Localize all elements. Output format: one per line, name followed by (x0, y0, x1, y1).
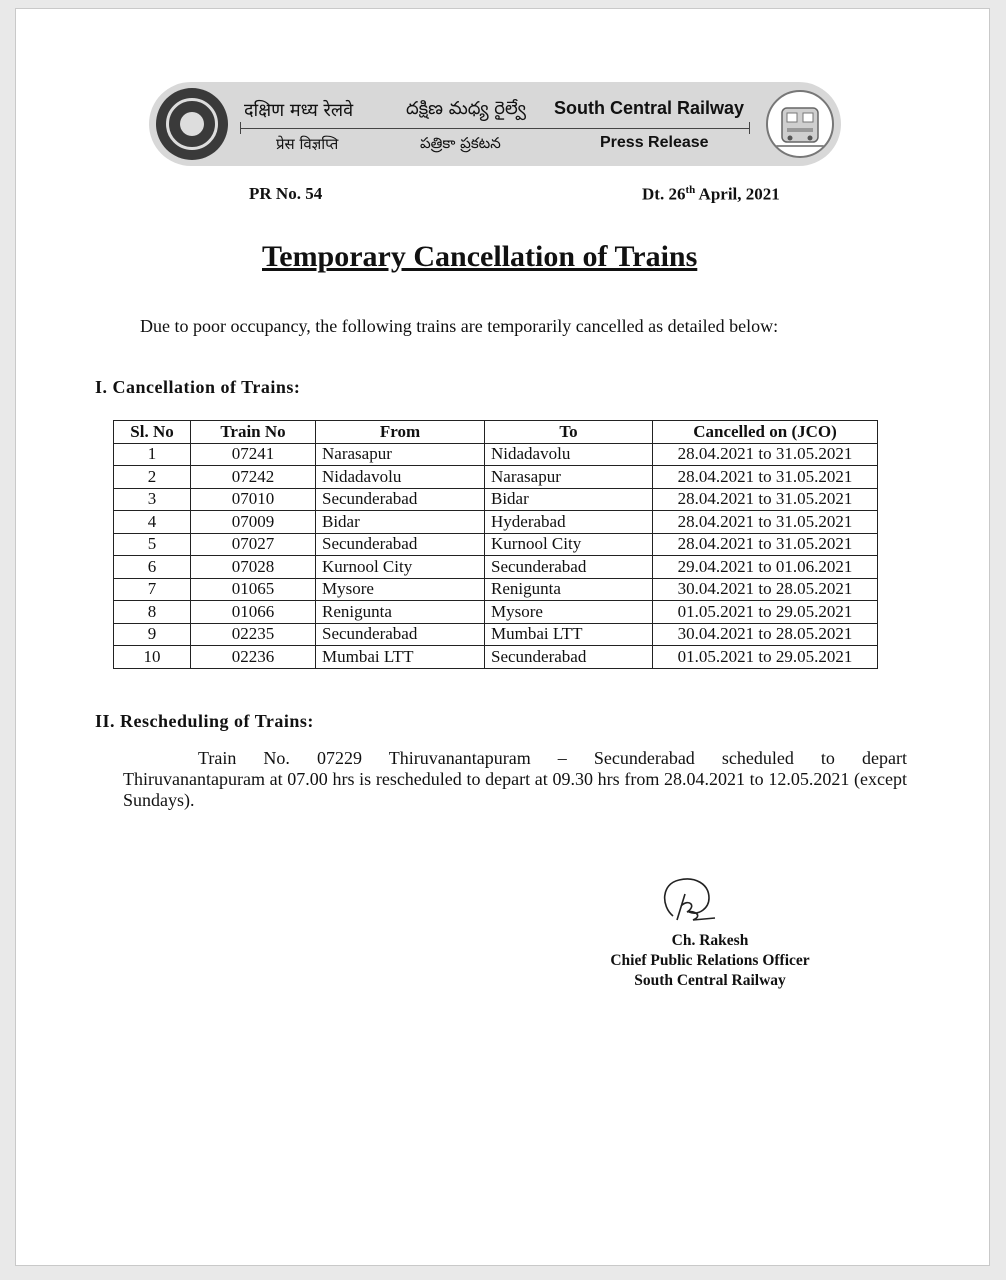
cancellation-table (113, 420, 878, 669)
table-header-row (114, 421, 878, 444)
cell-train-no: 02235 (191, 623, 316, 646)
header-train-no: Train No (191, 421, 316, 444)
indian-railways-logo (156, 88, 228, 160)
cell-sl-no: 6 (114, 556, 191, 579)
english-subtitle: Press Release (600, 134, 709, 151)
table-row (114, 511, 878, 534)
train-emblem-icon (766, 90, 834, 158)
cell-to: Secunderabad (485, 556, 653, 579)
hindi-title: दक्षिण मध्य रेलवे (244, 100, 354, 121)
telugu-subtitle: పత్రికా ప్రకటన (420, 134, 501, 152)
signatory-name: Ch. Rakesh (671, 932, 749, 949)
cell-train-no: 07010 (191, 488, 316, 511)
cell-from: Secunderabad (316, 533, 485, 556)
cell-cancelled-on: 01.05.2021 to 29.05.2021 (653, 646, 878, 669)
table-row (114, 443, 878, 466)
cell-sl-no: 7 (114, 578, 191, 601)
cell-to: Mysore (485, 601, 653, 624)
cell-from: Secunderabad (316, 488, 485, 511)
date-suffix: April, 2021 (695, 184, 780, 204)
cell-sl-no: 9 (114, 623, 191, 646)
header-from: From (316, 421, 485, 444)
cell-sl-no: 8 (114, 601, 191, 624)
cell-from: Kurnool City (316, 556, 485, 579)
cell-to: Kurnool City (485, 533, 653, 556)
cell-train-no: 02236 (191, 646, 316, 669)
table-row (114, 601, 878, 624)
table-row (114, 466, 878, 489)
section-1-heading: I. Cancellation of Trains: (95, 377, 301, 397)
divider-tick-right (749, 122, 750, 134)
cell-to: Hyderabad (485, 511, 653, 534)
cell-cancelled-on: 28.04.2021 to 31.05.2021 (653, 511, 878, 534)
section-2-heading: II. Rescheduling of Trains: (95, 711, 314, 731)
rescheduling-line-1: Train No. 07229 Thiruvanantapuram – Secunderabad scheduled to depart (198, 748, 907, 768)
table-row (114, 623, 878, 646)
cell-sl-no: 2 (114, 466, 191, 489)
cell-to: Secunderabad (485, 646, 653, 669)
cell-from: Secunderabad (316, 623, 485, 646)
table-row (114, 578, 878, 601)
cell-from: Nidadavolu (316, 466, 485, 489)
rescheduling-paragraph (123, 748, 907, 811)
cell-to: Narasapur (485, 466, 653, 489)
cell-from: Renigunta (316, 601, 485, 624)
table-row (114, 533, 878, 556)
release-date (642, 184, 780, 205)
cell-train-no: 01065 (191, 578, 316, 601)
cell-cancelled-on: 01.05.2021 to 29.05.2021 (653, 601, 878, 624)
cell-cancelled-on: 28.04.2021 to 31.05.2021 (653, 466, 878, 489)
cell-from: Mysore (316, 578, 485, 601)
table-row (114, 646, 878, 669)
cell-cancelled-on: 30.04.2021 to 28.05.2021 (653, 578, 878, 601)
cell-sl-no: 5 (114, 533, 191, 556)
cell-train-no: 01066 (191, 601, 316, 624)
header-divider (240, 128, 750, 129)
header-sl-no: Sl. No (114, 421, 191, 444)
signatory-designation: Chief Public Relations Officer (610, 952, 810, 969)
cell-to: Bidar (485, 488, 653, 511)
date-ordinal: th (685, 184, 696, 196)
cell-cancelled-on: 28.04.2021 to 31.05.2021 (653, 533, 878, 556)
page-title: Temporary Cancellation of Trains (262, 240, 698, 273)
cell-to: Renigunta (485, 578, 653, 601)
cell-sl-no: 10 (114, 646, 191, 669)
logo-hub-icon (180, 112, 204, 136)
cell-cancelled-on: 29.04.2021 to 01.06.2021 (653, 556, 878, 579)
cell-sl-no: 3 (114, 488, 191, 511)
cell-cancelled-on: 28.04.2021 to 31.05.2021 (653, 443, 878, 466)
telugu-title: దక్షిణ మధ్య రైల్వే (406, 98, 526, 119)
signatory-organization: South Central Railway (634, 972, 786, 989)
cell-to: Nidadavolu (485, 443, 653, 466)
english-title: South Central Railway (554, 98, 745, 118)
press-release-number: PR No. 54 (249, 184, 323, 203)
intro-text: Due to poor occupancy, the following trains are temporarily cancelled as detailed below: (140, 316, 779, 336)
cell-train-no: 07241 (191, 443, 316, 466)
cell-sl-no: 4 (114, 511, 191, 534)
cell-cancelled-on: 30.04.2021 to 28.05.2021 (653, 623, 878, 646)
table-row (114, 556, 878, 579)
rescheduling-line-2: Thiruvanantapuram at 07.00 hrs is rescheduled to depart at 09.30 hrs from 28.04.2021 to 12.05.2021 (except Sundays). (123, 769, 907, 810)
cell-train-no: 07009 (191, 511, 316, 534)
divider-tick-left (240, 122, 241, 134)
cell-cancelled-on: 28.04.2021 to 31.05.2021 (653, 488, 878, 511)
cell-sl-no: 1 (114, 443, 191, 466)
cell-train-no: 07027 (191, 533, 316, 556)
cell-train-no: 07242 (191, 466, 316, 489)
cell-train-no: 07028 (191, 556, 316, 579)
cell-to: Mumbai LTT (485, 623, 653, 646)
header-cancelled-on: Cancelled on (JCO) (653, 421, 878, 444)
cell-from: Mumbai LTT (316, 646, 485, 669)
signature-scribble (655, 876, 721, 926)
table-row (114, 488, 878, 511)
header-to: To (485, 421, 653, 444)
cell-from: Narasapur (316, 443, 485, 466)
date-prefix: Dt. 26 (642, 184, 686, 204)
hindi-subtitle: प्रेस विज्ञप्ति (276, 135, 339, 153)
cell-from: Bidar (316, 511, 485, 534)
